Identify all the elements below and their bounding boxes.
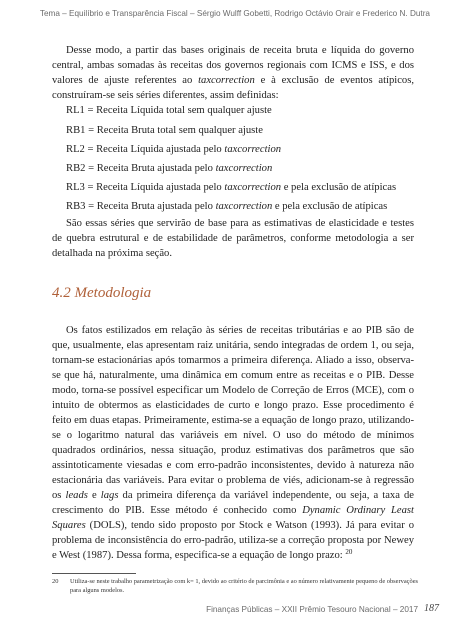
definition-item bbox=[66, 142, 416, 157]
definition-text: = Receita Líquida ajustada pelo bbox=[84, 182, 225, 193]
definition-italic: taxcorrection bbox=[215, 163, 273, 174]
definition-code: RB1 bbox=[66, 125, 86, 136]
footnote-text: Utiliza-se neste trabalho parametrização com k= 1, devido ao critério de parcimônia e ao número relativamente pequeno de observações para alguns modelos. bbox=[70, 578, 419, 594]
running-header: Tema – Equilíbrio e Transparência Fiscal – Sérgio Wulff Gobetti, Rodrigo Octávio Orair e Frederico N. Dutra bbox=[39, 9, 430, 18]
definition-tail: e pela exclusão de atípicas bbox=[281, 182, 397, 193]
method-italic-lags: lags bbox=[100, 490, 119, 501]
intro-italic-term: taxcorrection bbox=[198, 75, 255, 86]
method-text-part4: (DOLS), tendo sido proposto por Stock e Watson (1993). Já para evitar o problema de inconsistência do erro-padrão, utiliza-se a correção proposta por Newey e West (1987). Dessa forma, especifica-se a equação de longo prazo: bbox=[52, 520, 414, 561]
method-paragraph bbox=[52, 323, 414, 563]
footnote-divider bbox=[52, 573, 136, 574]
method-text-part3: da primeira diferença da variável independente, ou seja, a taxa de crescimento do PIB. Esse método é conhecido como bbox=[52, 490, 415, 516]
definition-item bbox=[66, 180, 416, 195]
method-italic-leads: leads bbox=[65, 490, 88, 501]
definition-text: = Receita Bruta total sem qualquer ajuste bbox=[85, 125, 263, 136]
method-text-part1: Os fatos estilizados em relação às séries de receitas tributárias e ao PIB são de que, usualmente, elas apresentam raiz unitária, sendo integradas de ordem 1, ou seja, tornam-se estacionárias após tomarmos a primeira diferença. Aliado a isso, observa-se que há, naturalmente, uma dinâmica em comum entre as receitas e o PIB. Desse modo, torna-se possível especificar um Modelo de Correção de Erros (MCE), com o intuito de obtermos as elasticidades de curto e longo prazo. Esse procedimento é feito em duas etapas. Primeiramente, estima-se a equação de longo prazo, utilizando-se o logaritmo natural das variáveis em nível. O uso do método de mínimos quadrados ordinários, nessa situação, produz estimativas dos parâmetros que são assintoticamente viesadas e com erro-padrão inconsistentes, devido à natureza não estacionária das variáveis. Para evitar o problema de viés, adicionam-se à regressão os bbox=[52, 325, 414, 501]
footnote-reference[interactable]: 20 bbox=[345, 548, 353, 556]
definition-code: RL3 bbox=[66, 182, 85, 193]
intro-paragraph bbox=[52, 43, 414, 103]
definition-code: RL1 bbox=[66, 105, 85, 116]
method-text-part2: e bbox=[87, 490, 101, 501]
definition-text: = Receita Líquida ajustada pelo bbox=[84, 144, 225, 155]
definition-italic: taxcorrection bbox=[224, 182, 282, 193]
method-italic-dols: Dynamic Ordinary Least Squares bbox=[52, 505, 414, 531]
running-footer: Finanças Públicas – XXII Prêmio Tesouro Nacional – 2017 bbox=[206, 605, 418, 614]
intro-text-part2: e à exclusão de eventos atípicos, construíram-se seis séries diferentes, assim definidas: bbox=[52, 75, 415, 101]
definition-item bbox=[66, 123, 416, 138]
section-heading: 4.2 Metodologia bbox=[52, 285, 152, 301]
definition-item bbox=[66, 103, 416, 118]
definition-italic: taxcorrection bbox=[224, 144, 282, 155]
definition-item bbox=[66, 199, 416, 214]
definition-text: = Receita Bruta ajustada pelo bbox=[85, 201, 216, 212]
definition-code: RB3 bbox=[66, 201, 86, 212]
page-number: 187 bbox=[424, 603, 439, 614]
definition-italic: taxcorrection bbox=[215, 201, 273, 212]
definition-text: = Receita Bruta ajustada pelo bbox=[85, 163, 216, 174]
definition-item bbox=[66, 161, 416, 176]
closing-paragraph: São essas séries que servirão de base para as estimativas de elasticidade e testes de quebra estrutural e de estabilidade de parâmetros, conforme metodologia a ser detalhada na próxima seção. bbox=[52, 218, 414, 259]
footnote-number: 20 bbox=[52, 578, 59, 585]
definition-text: = Receita Líquida total sem qualquer ajuste bbox=[84, 105, 272, 116]
definition-code: RL2 bbox=[66, 144, 85, 155]
definition-tail: e pela exclusão de atípicas bbox=[272, 201, 388, 212]
intro-text-part1: Desse modo, a partir das bases originais de receita bruta e líquida do governo central, ambas somadas às receitas dos governos regionais com ICMS e ISS, e dos valores de ajuste referentes ao bbox=[52, 45, 414, 86]
definition-code: RB2 bbox=[66, 163, 86, 174]
